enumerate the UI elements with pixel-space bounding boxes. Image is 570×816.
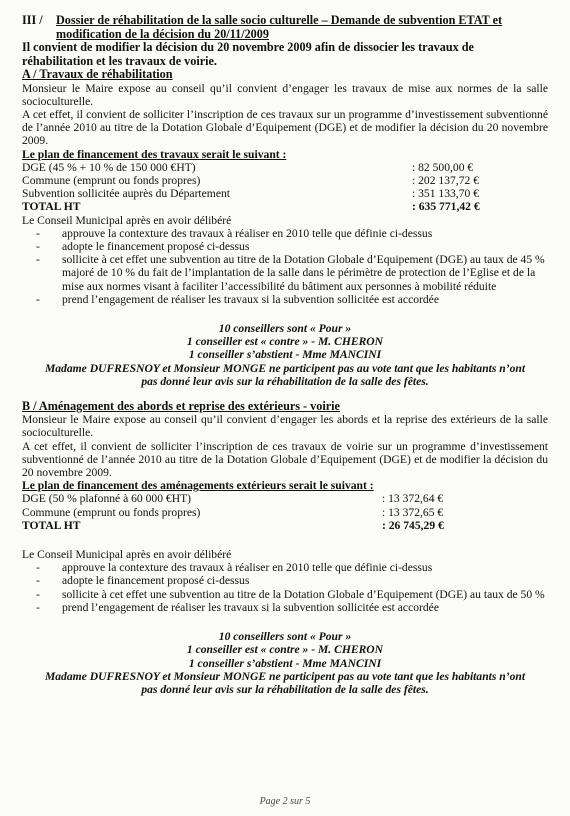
financing-label: Commune (emprunt ou fonds propres) <box>22 174 201 187</box>
financing-row <box>22 187 548 200</box>
financing-total-row <box>22 200 548 213</box>
financing-total-value: : 635 771,42 € <box>412 200 480 214</box>
section-number: III / <box>22 13 43 27</box>
resolution-list-a <box>22 227 548 306</box>
financing-value: : 351 133,70 € <box>412 187 479 201</box>
financing-total-label: TOTAL HT <box>22 518 81 532</box>
list-item: - prend l’engagement de réaliser les travaux si la subvention sollicitée est accordée <box>36 293 548 306</box>
vote-note-b: Madame DUFRESNOY et Monsieur MONGE ne participent pas au vote tant que les habitants n’ont pas donné leur avis sur la réhabilitation de la salle des fêtes. <box>44 669 526 696</box>
financing-total-row <box>22 519 548 532</box>
list-item: - approuve la contexture des travaux à réaliser en 2010 telle que définie ci-dessus <box>36 227 548 240</box>
deliberation-a: Le Conseil Municipal après en avoir délibéré <box>22 213 232 227</box>
subsection-b-p1: Monsieur le Maire expose au conseil qu’il convient d’engager les abords et la reprise des extérieurs de la salle socioculturelle. <box>22 413 548 440</box>
section-header <box>22 14 548 41</box>
financing-label: DGE (45 % + 10 % de 150 000 €HT) <box>22 160 196 174</box>
section-title: Dossier de réhabilitation de la salle socio culturelle – Demande de subvention ETAT et modification de la décision du 20/11/2009 <box>56 13 503 41</box>
financing-row <box>22 506 548 519</box>
financing-value: : 82 500,00 € <box>412 160 474 174</box>
vote-abstient-a: 1 conseiller s’abstient - Mme MANCINI <box>188 348 382 362</box>
subsection-b-p2: A cet effet, il convient de solliciter l’inscription de ces travaux de voirie sur un programme d’investissement subventionné de l’année 2010 au titre de la Dotation Globale d’Equipement (DGE) et de modifier la décision du 20 novembre 2009. <box>22 439 548 480</box>
financing-plan-a <box>22 161 548 214</box>
financing-row <box>22 492 548 505</box>
financing-label: DGE (50 % plafonné à 60 000 €HT) <box>22 492 192 506</box>
financing-total-value: : 26 745,29 € <box>382 518 444 532</box>
list-item: - adopte le financement proposé ci-dessus <box>36 574 548 587</box>
subsection-b-title: B / Aménagement des abords et reprise des extérieurs - voirie <box>22 399 340 414</box>
financing-value: : 13 372,64 € <box>382 492 444 506</box>
intro-paragraph: Il convient de modifier la décision du 20 novembre 2009 afin de dissocier les travaux de réhabilitation et les travaux de voirie. <box>22 40 474 68</box>
financing-row <box>22 161 548 174</box>
subsection-a-p2: A cet effet, il convient de solliciter l’inscription de ces travaux sur un programme d’investissement subventionné de l’année 2010 au titre de la Dotation Globale d’Equipement (DGE) et de modifier la décision du 20 novembre 2009. <box>22 107 548 148</box>
vote-contre-b: 1 conseiller est « contre » - M. CHERON <box>186 643 384 657</box>
financing-plan-b <box>22 492 548 532</box>
deliberation-b: Le Conseil Municipal après en avoir délibéré <box>22 548 232 562</box>
financing-row <box>22 174 548 187</box>
financing-label: Subvention sollicitée auprès du Département <box>22 187 230 201</box>
subsection-a-p1: Monsieur le Maire expose au conseil qu’il convient d’engager les travaux de mise aux normes de la salle socioculturelle. <box>22 81 548 108</box>
list-item: - prend l’engagement de réaliser les travaux si la subvention sollicitée est accordée <box>36 601 548 614</box>
vote-abstient-b: 1 conseiller s’abstient - Mme MANCINI <box>188 656 382 670</box>
financing-plan-a-title: Le plan de financement des travaux serait le suivant : <box>22 147 287 161</box>
vote-pour-b: 10 conseillers sont « Pour » <box>218 630 352 644</box>
list-item: - sollicite à cet effet une subvention au titre de la Dotation Globale d’Equipement (DGE) au taux de 50 % <box>36 588 548 601</box>
financing-value: : 13 372,65 € <box>382 505 444 519</box>
list-item: - sollicite à cet effet une subvention au titre de la Dotation Globale d’Equipement (DGE) au taux de 45 % majoré de 10 % du fait de l’implantation de la salle dans le périmètre de protection de l’Eglise et de la mise aux normes visant à faciliter l’accessibilité du bâtiment aux personnes à mobilité réduite <box>36 253 548 293</box>
financing-label: Commune (emprunt ou fonds propres) <box>22 505 201 519</box>
vote-contre-a: 1 conseiller est « contre » - M. CHERON <box>186 335 384 349</box>
financing-total-label: TOTAL HT <box>22 200 81 214</box>
page-footer: Page 2 sur 5 <box>259 795 311 807</box>
vote-pour-a: 10 conseillers sont « Pour » <box>218 322 352 336</box>
vote-note-a: Madame DUFRESNOY et Monsieur MONGE ne participent pas au vote tant que les habitants n’ont pas donné leur avis sur la réhabilitation de la salle des fêtes. <box>44 361 526 388</box>
list-item: - adopte le financement proposé ci-dessus <box>36 240 548 253</box>
list-item: - approuve la contexture des travaux à réaliser en 2010 telle que définie ci-dessus <box>36 561 548 574</box>
financing-plan-b-title: Le plan de financement des aménagements extérieurs serait le suivant : <box>22 479 374 493</box>
subsection-a-title: A / Travaux de réhabilitation <box>22 67 173 82</box>
financing-value: : 202 137,72 € <box>412 174 479 187</box>
resolution-list-b <box>22 561 548 614</box>
